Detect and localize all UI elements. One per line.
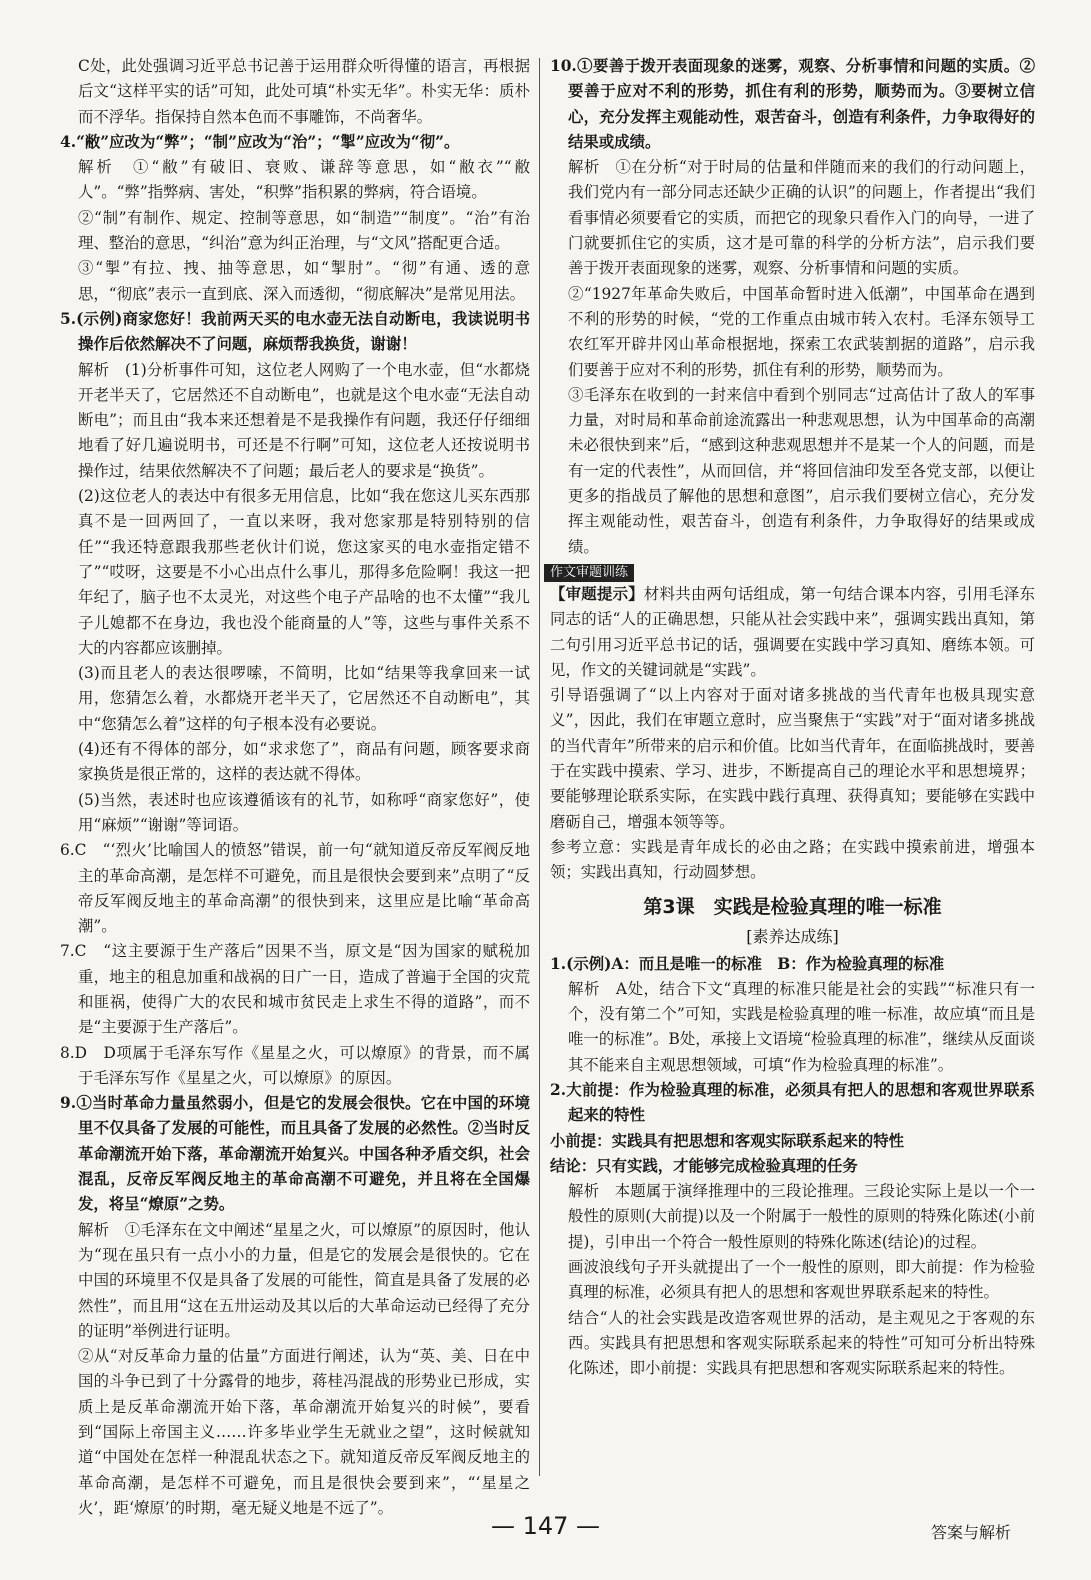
q9-analysis-2: ②从“对反革命力量的估量”方面进行阐述，认为“英、美、日在中国的斗争已到了十分露骨的地步，蒋桂冯混战的形势业已形成，实质上是反革命潮流开始下落，革命潮流开始复兴的时候”，要看到“国际上帝国主义……许多毕业学生无就业之望”，这时候就知道“中国处在怎样一种混乱状态之下。就知道反帝反军阀反地主的革命高潮，是怎样不可避免，而且是很快会要到来”，“‘星星之火’，距‘燎原’的时期，毫无疑义地是不远了”。: [78, 1347, 530, 1517]
q10-analysis-3: ③毛泽东在收到的一封来信中看到个别同志“过高估计了敌人的军事力量，对时局和革命前途流露出一种悲观思想，认为中国革命的高潮未必很快到来”后，“感到这种悲观思想并不是某一个人的问题，而是有一定的代表性”，从而回信，并“将回信油印发至各党支部，以便让更多的指战员了解他的思想和意图”，启示我们要树立信心，充分发挥主观能动性，艰苦奋斗，创造有利条件，力争取得好的结果或成绩。: [568, 385, 1035, 556]
column-divider: [539, 58, 540, 1476]
q9-analysis-1: 解析 ①毛泽东在文中阐述“星星之火，可以燎原”的原因时，他认为“现在虽只有一点小小的力量，但是它的发展会是很快的。它在中国的环境里不仅是具备了发展的可能性，简直是具备了发展的必然性”，而且用“这在五卅运动及其以后的大革命运动已经得了充分的证明”举例进行证明。: [78, 1220, 530, 1340]
q6-answer: 6.C “‘烈火’比喻国人的愤怒”错误，前一句“就知道反帝反军阀反地主的革命高潮，是怎样不可避免，而且是很快会要到来”点明了“反帝反军阀反地主的革命高潮”的很快到来，这里应是比喻“革命高潮”。: [60, 841, 530, 936]
r1-answer: 1.(示例)A：而且是唯一的标准 B：作为检验真理的标准: [550, 954, 945, 973]
r2-answer-1: 2.大前提：作为检验真理的标准，必须具有把人的思想和客观世界联系起来的特性: [550, 1080, 1035, 1125]
q4-analysis-3: ③“掣”有拉、拽、抽等意思，如“掣肘”。“彻”有通、透的意思，“彻底”表示一直到底、深入而透彻，“彻底解决”是常见用法。: [78, 259, 530, 303]
q4-analysis-1: 解析 ①“敝”有破旧、衰败、谦辞等意思，如“敝衣”“敝人”。“弊”指弊病、害处，“积弊”指积累的弊病，符合语境。: [78, 158, 530, 202]
page-footer: [0, 1512, 1091, 1552]
hint-paragraph-2: 引导语强调了“以上内容对于面对诸多挑战的当代青年也极具现实意义”，因此，我们在审题立意时，应当聚焦于“实践”对于“面对诸多挑战的当代青年”所带来的启示和价值。比如当代青年，在面临挑战时，要善于在实践中摸索、学习、进步，不断提高自己的理论水平和思想境界；要能够理论联系实际，在实践中践行真理、获得真知；要能够在实践中磨砺自己，增强本领等等。: [550, 686, 1035, 831]
q4-analysis-2: ②“制”有制作、规定、控制等意思，如“制造”“制度”。“治”有治理、整治的意思，“纠治”意为纠正治理，与“文风”搭配更合适。: [78, 208, 530, 253]
hint-label: 【审题提示】: [550, 584, 644, 603]
q5-analysis-4: (4)还有不得体的部分，如“求求您了”，商品有问题，顾客要求商家换货是很正常的，这样的表达就不得体。: [78, 740, 530, 784]
r2-analysis-3: 结合“人的社会实践是改造客观世界的活动，是主观见之于客观的东西。实践具有把思想和客观实际联系起来的特性”可知可分析出特殊化陈述，即小前提：实践具有把思想和客观实际联系起来的特性。: [568, 1308, 1035, 1378]
q8-answer: 8.D D项属于毛泽东写作《星星之火，可以燎原》的背景，而不属于毛泽东写作《星星之火，可以燎原》的原因。: [60, 1043, 530, 1087]
q5-analysis-3: (3)而且老人的表达很啰嗦，不简明，比如“结果等我拿回来一试用，您猜怎么着，水都烧开老半天了，它居然还不自动断电”，其中“您猜怎么着”这样的句子根本没有必要说。: [78, 664, 530, 733]
hint-paragraph-3: 参考立意：实践是青年成长的必由之路；在实践中摸索前进，增强本领；实践出真知，行动圆梦想。: [550, 837, 1035, 882]
r2-answer-3: 结论：只有实践，才能够完成检验真理的任务: [550, 1156, 858, 1175]
hint-paragraph-1: [550, 582, 1035, 683]
q10-analysis-1: 解析 ①在分析“对于时局的估量和伴随而来的我们的行动问题上，我们党内有一部分同志还缺少正确的认识”的问题上，作者提出“我们看事情必须要看它的实质，而把它的现象只看作入门的向导，一进了门就要抓住它的实质，这才是可靠的科学的分析方法”，启示我们要善于拨开表面现象的迷雾，观察、分析事情和问题的实质。: [568, 158, 1035, 278]
section-tag: 作文审题训练: [544, 564, 634, 582]
q9-answer: 9.①当时革命力量虽然弱小，但是它的发展会很快。它在中国的环境里不仅具备了发展的可能性，而且具备了发展的必然性。②当时反革命潮流开始下落，革命潮流开始复兴。中国各种矛盾交织，社会混乱，反帝反军阀反地主的革命高潮不可避免，并且将在全国爆发，将呈“燎原”之势。: [60, 1094, 530, 1214]
q4-answer: 4.“敝”应改为“弊”；“制”应改为“治”；“掣”应改为“彻”。: [60, 132, 460, 151]
r1-analysis: 解析 A处，结合下文“真理的标准只能是社会的实践”“标准只有一个，没有第二个”可知，实践是检验真理的唯一标准，故应填“而且是唯一的标准”。B处，承接上文语境“检验真理的标准”，继续从反面谈其不能来自主观思想领域，可填“作为检验真理的标准”。: [568, 979, 1035, 1074]
q5-analysis-1: 解析 (1)分析事件可知，这位老人网购了一个电水壶，但“水都烧开老半天了，它居然还不自动断电”，也就是这个电水壶“无法自动断电”；而且由“我本来还想着是不是我操作有问题，我还仔仔细细地看了好几遍说明书，可还是不行啊”可知，这位老人还按说明书操作过，结果依然解决不了问题；最后老人的要求是“换货”。: [78, 360, 530, 480]
q5-analysis-5: (5)当然，表述时也应该遵循该有的礼节，如称呼“商家您好”，使用“麻烦”“谢谢”等词语。: [78, 790, 530, 834]
r2-analysis-2: 画波浪线句子开头就提出了一个一般性的原则，即大前提：作为检验真理的标准，必须具有把人的思想和客观世界联系起来的特性。: [568, 1258, 1035, 1302]
q10-analysis-2: ②“1927年革命失败后，中国革命暂时进入低潮”，中国革命在遇到不利的形势的时候，“党的工作重点由城市转入农村。毛泽东领导工农红军开辟井冈山革命根据地，探索工农武装割据的道路”，启示我们要善于应对不利的形势，抓住有利的形势，顺势而为。: [568, 284, 1035, 379]
lesson-subtitle: [素养达成练]: [746, 926, 839, 946]
c-note: C处，此处强调习近平总书记善于运用群众听得懂的语言，再根据后文“这样平实的话”可知，此处可填“朴实无华”。朴实无华：质朴而不浮华。指保持自然本色而不事雕饰，不尚奢华。: [78, 57, 530, 126]
lesson-title: 第3课 实践是检验真理的唯一标准: [643, 895, 942, 918]
right-column: [550, 54, 1035, 1500]
footer-section-label: 答案与解析: [930, 1523, 1011, 1542]
r2-analysis-1: 解析 本题属于演绎推理中的三段论推理。三段论实际上是以一个一般性的原则(大前提)以及一个附属于一般性的原则的特殊化陈述(小前提)，引申出一个符合一般性原则的特殊化陈述(结论)的过程。: [568, 1182, 1035, 1251]
q5-answer: 5.(示例)商家您好！我前两天买的电水壶无法自动断电，我读说明书操作后依然解决不了问题，麻烦帮我换货，谢谢！: [60, 309, 530, 354]
q10-answer: 10.①要善于拨开表面现象的迷雾，观察、分析事情和问题的实质。②要善于应对不利的形势，抓住有利的形势，顺势而为。③要树立信心，充分发挥主观能动性，艰苦奋斗，创造有利条件，力争取得好的结果或成绩。: [550, 57, 1035, 151]
q5-analysis-2: (2)这位老人的表达中有很多无用信息，比如“我在您这儿买东西那真不是一回两回了，一直以来呀，我对您家那是特别特别的信任”“我还特意跟我那些老伙计们说，您这家买的电水壶指定错不了”“哎呀，这要是不小心出点什么事儿，那得多危险啊！我这一把年纪了，脑子也不太灵光，对这些个电子产品啥的也不太懂”“我儿子儿媳都不在身边，我也没个能商量的人”等，这些与事件关系不大的内容都应该删掉。: [78, 487, 530, 657]
hint-text-1: 材料共由两句话组成，第一句结合课本内容，引用毛泽东同志的话“人的正确思想，只能从社会实践中来”，强调实践出真知，第二句引用习近平总书记的话，强调要在实践中学习真知、磨练本领。可见，作文的关键词就是“实践”。: [550, 584, 1035, 679]
r2-answer-2: 小前提：实践具有把思想和客观实际联系起来的特性: [550, 1131, 904, 1150]
q7-answer: 7.C “这主要源于生产落后”因果不当，原文是“因为国家的赋税加重，地主的租息加重和战祸的日广一日，造成了普遍于全国的灾荒和匪祸，使得广大的农民和城市贫民走上求生不得的道路”，而不是“主要源于生产落后”。: [60, 942, 530, 1037]
page-number: — 147 —: [490, 1512, 601, 1540]
left-column: [60, 54, 530, 1517]
